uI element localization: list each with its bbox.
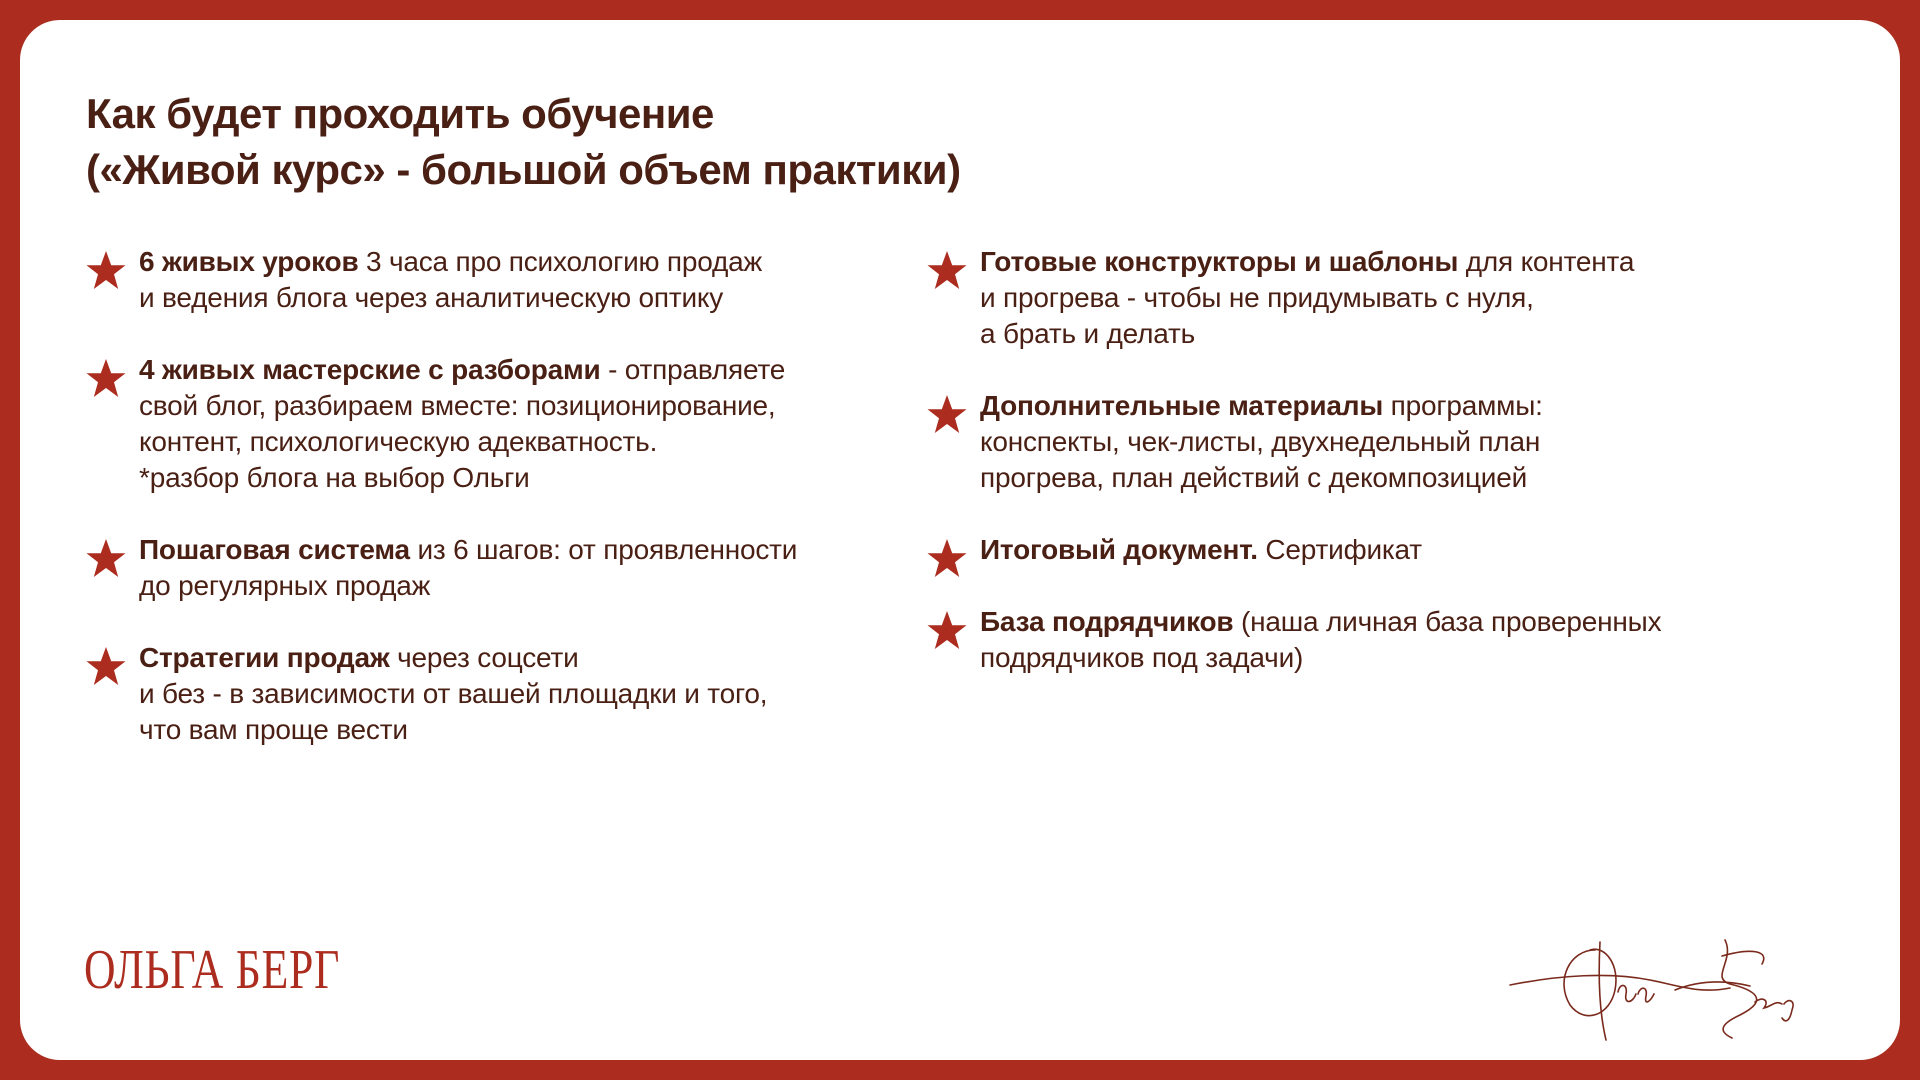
feature-line [139, 676, 846, 712]
brand-logo: ОЛЬГА БЕРГ [84, 939, 341, 1001]
feature-line [980, 640, 1687, 676]
feature-description: (наша личная база проверенных [1233, 606, 1662, 637]
feature-description: для контента [1458, 246, 1635, 277]
feature-description: *разбор блога на выбор Ольги [139, 462, 530, 493]
feature-highlight: Дополнительные материалы [980, 390, 1384, 421]
feature-item [86, 244, 846, 316]
feature-description: и ведения блога через аналитическую оптику [139, 282, 724, 313]
feature-text [139, 244, 846, 316]
right-feature-list [927, 244, 1687, 712]
feature-description: через соцсети [389, 642, 579, 673]
feature-line [980, 604, 1687, 640]
star-icon [927, 538, 967, 578]
feature-text [980, 244, 1687, 352]
feature-line [980, 244, 1687, 280]
feature-highlight: Стратегии продаж [139, 642, 390, 673]
feature-item [927, 244, 1687, 352]
feature-line [139, 640, 846, 676]
star-icon [927, 610, 967, 650]
star-icon [927, 394, 967, 434]
feature-line [139, 424, 846, 460]
feature-line [980, 280, 1687, 316]
slide-card [20, 20, 1900, 1060]
feature-line [980, 316, 1687, 352]
feature-description: подрядчиков под задачи) [980, 642, 1304, 673]
feature-text [980, 532, 1687, 568]
feature-line [139, 532, 846, 568]
feature-text [139, 640, 846, 748]
feature-line [139, 388, 846, 424]
feature-description: из 6 шагов: от проявленности [409, 534, 798, 565]
feature-line [980, 424, 1687, 460]
feature-line [139, 352, 846, 388]
feature-description: свой блог, разбираем вместе: позиционирование, [139, 390, 776, 421]
star-icon [86, 250, 126, 290]
star-icon [927, 250, 967, 290]
feature-line [139, 712, 846, 748]
feature-highlight: Готовые конструкторы и шаблоны [980, 246, 1459, 277]
feature-line [139, 280, 846, 316]
feature-line [980, 388, 1687, 424]
feature-highlight: Пошаговая система [139, 534, 410, 565]
feature-description: 3 часа про психологию продаж [358, 246, 763, 277]
feature-item [86, 532, 846, 604]
feature-text [139, 532, 846, 604]
feature-item [927, 388, 1687, 496]
feature-description: и без - в зависимости от вашей площадки и того, [139, 678, 768, 709]
left-feature-list [86, 244, 846, 784]
feature-item [927, 532, 1687, 568]
feature-description: Сертификат [1257, 534, 1422, 565]
feature-highlight: База подрядчиков [980, 606, 1234, 637]
feature-description: прогрева, план действий с декомпозицией [980, 462, 1528, 493]
feature-description: что вам проще вести [139, 714, 408, 745]
star-icon [86, 538, 126, 578]
feature-line [139, 460, 846, 496]
page-title [86, 86, 1586, 198]
feature-item [86, 640, 846, 748]
feature-text [139, 352, 846, 496]
feature-text [980, 388, 1687, 496]
feature-line [139, 244, 846, 280]
feature-description: до регулярных продаж [139, 570, 431, 601]
feature-line [139, 568, 846, 604]
signature-graphic [1500, 920, 1860, 1050]
feature-description: программы: [1383, 390, 1543, 421]
feature-description: конспекты, чек-листы, двухнедельный план [980, 426, 1541, 457]
feature-description: - отправляете [600, 354, 786, 385]
title-line-1: Как будет проходить обучение [86, 90, 714, 137]
feature-item [927, 604, 1687, 676]
star-icon [86, 358, 126, 398]
feature-line [980, 460, 1687, 496]
feature-line [980, 532, 1687, 568]
feature-highlight: 4 живых мастерские с разборами [139, 354, 601, 385]
feature-highlight: 6 живых уроков [139, 246, 359, 277]
feature-description: а брать и делать [980, 318, 1196, 349]
feature-highlight: Итоговый документ. [980, 534, 1258, 565]
feature-description: и прогрева - чтобы не придумывать с нуля, [980, 282, 1534, 313]
star-icon [86, 646, 126, 686]
feature-text [980, 604, 1687, 676]
title-line-2: («Живой курс» - большой объем практики) [86, 146, 961, 193]
feature-item [86, 352, 846, 496]
signature [1500, 920, 1860, 1050]
feature-description: контент, психологическую адекватность. [139, 426, 658, 457]
